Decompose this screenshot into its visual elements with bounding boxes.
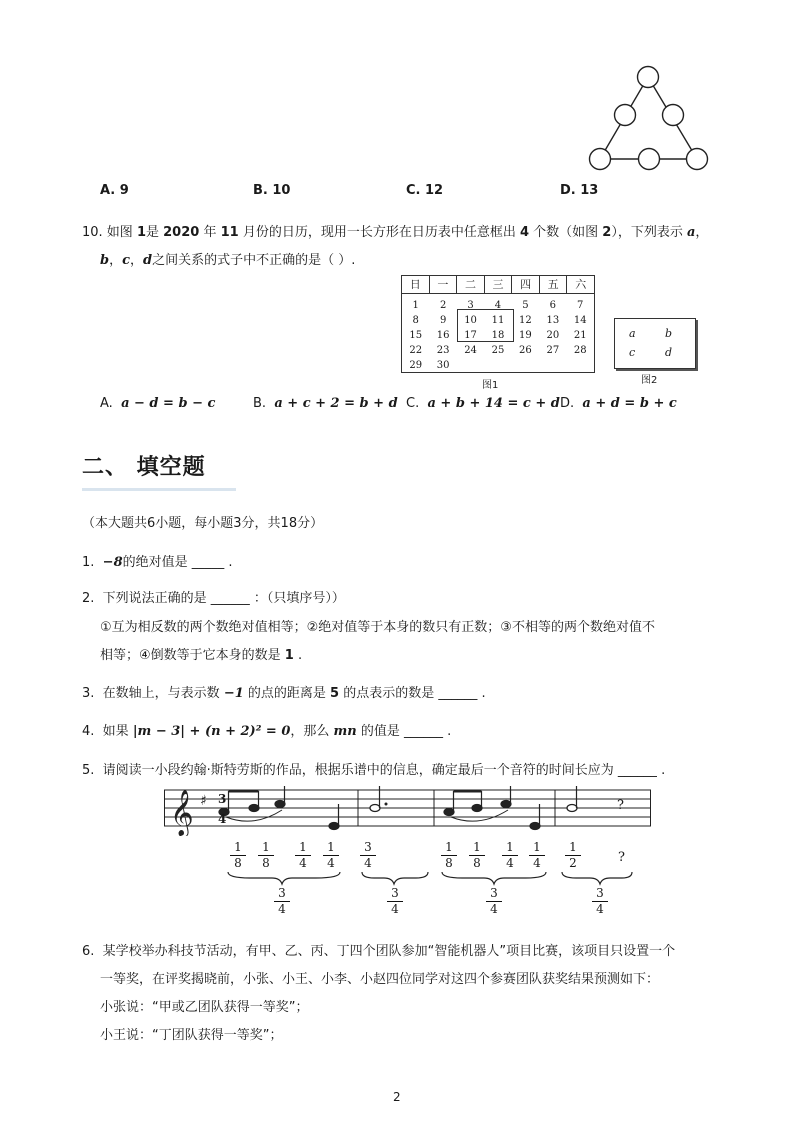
question-1: 1. −8的绝对值是 _____ . (82, 555, 233, 570)
calendar-cell: 9 (439, 315, 447, 326)
fig2-b: b (665, 327, 673, 340)
question-2-line3: 相等；④倒数等于它本身的数是 1 . (100, 648, 303, 663)
calendar-header-cell: 六 (575, 278, 587, 291)
fraction-7: 1 8 (469, 841, 485, 870)
question-3: 3. 在数轴上，与表示数 −1 的点的距离是 5 的点表示的数是 ______ . (82, 686, 486, 701)
fraction-4: 1 4 (323, 841, 339, 870)
figure2-caption: 图2 (641, 375, 658, 386)
calendar-cell (567, 358, 594, 373)
question-2-line1: 2. 下列说法正确的是 ______ ：（只填序号）） (82, 591, 345, 606)
calendar-cell (457, 358, 484, 373)
question-2-line2: ①互为相反数的两个数绝对值相等；②绝对值等于本身的数只有正数；③不相等的两个数绝对值不 (100, 620, 655, 635)
fraction-8: 1 4 (502, 841, 518, 870)
calendar-cell: 13 (546, 315, 560, 326)
unknown-duration: ? (618, 850, 625, 865)
q9-option-a: A. 9 (100, 183, 129, 198)
total-1: 3 4 (274, 887, 290, 916)
calendar-header-cell: 四 (512, 276, 540, 293)
calendar-cell: 8 (412, 315, 419, 326)
braces (220, 870, 640, 886)
time-signature-bottom: 4 (218, 812, 227, 826)
svg-text:𝄞: 𝄞 (170, 790, 194, 836)
fraction-1: 1 8 (230, 841, 246, 870)
calendar-cell: 5 (522, 300, 529, 311)
question-4: 4. 如果 |m − 3| + (n + 2)² = 0，那么 mn 的值是 ______ . (82, 724, 452, 739)
question-6-line3: 小张说：“甲或乙团队获得一等奖”； (100, 1000, 309, 1015)
q9-option-d: D. 13 (560, 183, 599, 198)
q10-option-a: A. a − d = b − c (100, 396, 216, 411)
page-number: 2 (393, 1090, 401, 1104)
q9-option-b: B. 10 (253, 183, 291, 198)
q10-option-b: B. a + c + 2 = b + d (253, 396, 398, 411)
calendar-row (402, 358, 594, 373)
calendar-cell: 11 (491, 315, 505, 326)
calendar-cell (484, 358, 511, 373)
fraction-9: 1 4 (529, 841, 545, 870)
figure1-caption: 图1 (482, 380, 499, 391)
calendar-header-cell: 日 (402, 276, 430, 293)
question-6-line4: 小王说：“丁团队获得一等奖”； (100, 1028, 283, 1043)
calendar-cell: 23 (436, 345, 450, 356)
calendar-cell: 17 (464, 330, 477, 341)
music-staff (164, 786, 654, 836)
question-5: 5. 请阅读一小段约翰·斯特劳斯的作品，根据乐谱中的信息，确定最后一个音符的时间长应为 ______ . (82, 763, 666, 778)
question-6-line2: 一等奖，在评奖揭晓前，小张、小王、小李、小赵四位同学对这四个参赛团队获奖结果预测如下： (100, 972, 660, 987)
calendar-cell: 14 (573, 315, 587, 326)
total-4: 3 4 (592, 887, 608, 916)
calendar-cell (539, 358, 566, 373)
calendar-figure (401, 275, 595, 373)
calendar-cell: 25 (491, 345, 505, 356)
fraction-6: 1 8 (441, 841, 457, 870)
fraction-5: 3 4 (360, 841, 376, 870)
calendar-row (402, 343, 594, 358)
q10-stem-line1: 10. 如图 1是 2020 年 11 月份的日历，现用一长方形在日历表中任意框出 4 个数（如图 2），下列表示 a， (82, 225, 709, 240)
svg-text:♯: ♯ (200, 793, 207, 809)
calendar-selection-box (457, 309, 514, 342)
q9-option-c: C. 12 (406, 183, 444, 198)
question-6-line1: 6. 某学校举办科技节活动，有甲、乙、丙、丁四个团队参加“智能机器人”项目比赛，该项目只设置一个 (82, 944, 676, 959)
calendar-cell: 4 (494, 300, 502, 311)
calendar-cell: 27 (546, 345, 560, 356)
calendar-header-cell: 二 (457, 276, 485, 293)
section-note: （本大题共6小题，每小题3分，共18分） (82, 516, 324, 531)
total-2: 3 4 (387, 887, 403, 916)
calendar-cell: 10 (464, 315, 477, 326)
calendar-cell: 12 (519, 315, 532, 326)
calendar-cell: 24 (464, 345, 477, 356)
q10-option-d: D. a + d = b + c (560, 396, 677, 411)
q10-stem-line2: b，c，d之间关系的式子中不正确的是（ ）. (100, 253, 356, 268)
calendar-cell: 21 (573, 330, 587, 341)
section-underline (82, 488, 236, 491)
fig2-d: d (665, 346, 673, 359)
calendar-cell: 7 (577, 300, 584, 311)
fig2-a: a (629, 327, 636, 340)
calendar-cell: 18 (491, 330, 505, 341)
calendar-cell: 16 (436, 330, 450, 341)
calendar-cell: 28 (573, 345, 587, 356)
calendar-cell: 19 (519, 330, 532, 341)
calendar-cell: 20 (546, 330, 560, 341)
q10-option-c: C. a + b + 14 = c + d (406, 396, 560, 411)
figure2-box (614, 318, 696, 369)
calendar-cell: 29 (409, 360, 423, 371)
calendar-cell: 3 (467, 300, 474, 311)
calendar-cell: 1 (412, 300, 419, 311)
calendar-cell: 6 (549, 300, 556, 311)
calendar-cell (512, 358, 539, 373)
calendar-cell: 22 (409, 345, 423, 356)
calendar-header-cell: 一 (430, 276, 458, 293)
calendar-cell: 26 (519, 345, 532, 356)
fraction-3: 1 4 (295, 841, 311, 870)
total-3: 3 4 (486, 887, 502, 916)
fig2-c: c (629, 346, 636, 359)
calendar-cell: 2 (439, 300, 447, 311)
section-title: 二、 填空题 (82, 455, 206, 480)
fraction-2: 1 8 (258, 841, 274, 870)
calendar-header (402, 276, 594, 294)
calendar-header-cell: 三 (485, 276, 513, 293)
triangle-figure (586, 62, 712, 178)
staff-question-mark: ? (617, 798, 624, 813)
calendar-cell: 30 (436, 360, 450, 371)
calendar-cell: 15 (409, 330, 423, 341)
time-signature-top: 3 (218, 792, 227, 806)
fraction-10: 1 2 (565, 841, 581, 870)
calendar-header-cell: 五 (540, 276, 568, 293)
